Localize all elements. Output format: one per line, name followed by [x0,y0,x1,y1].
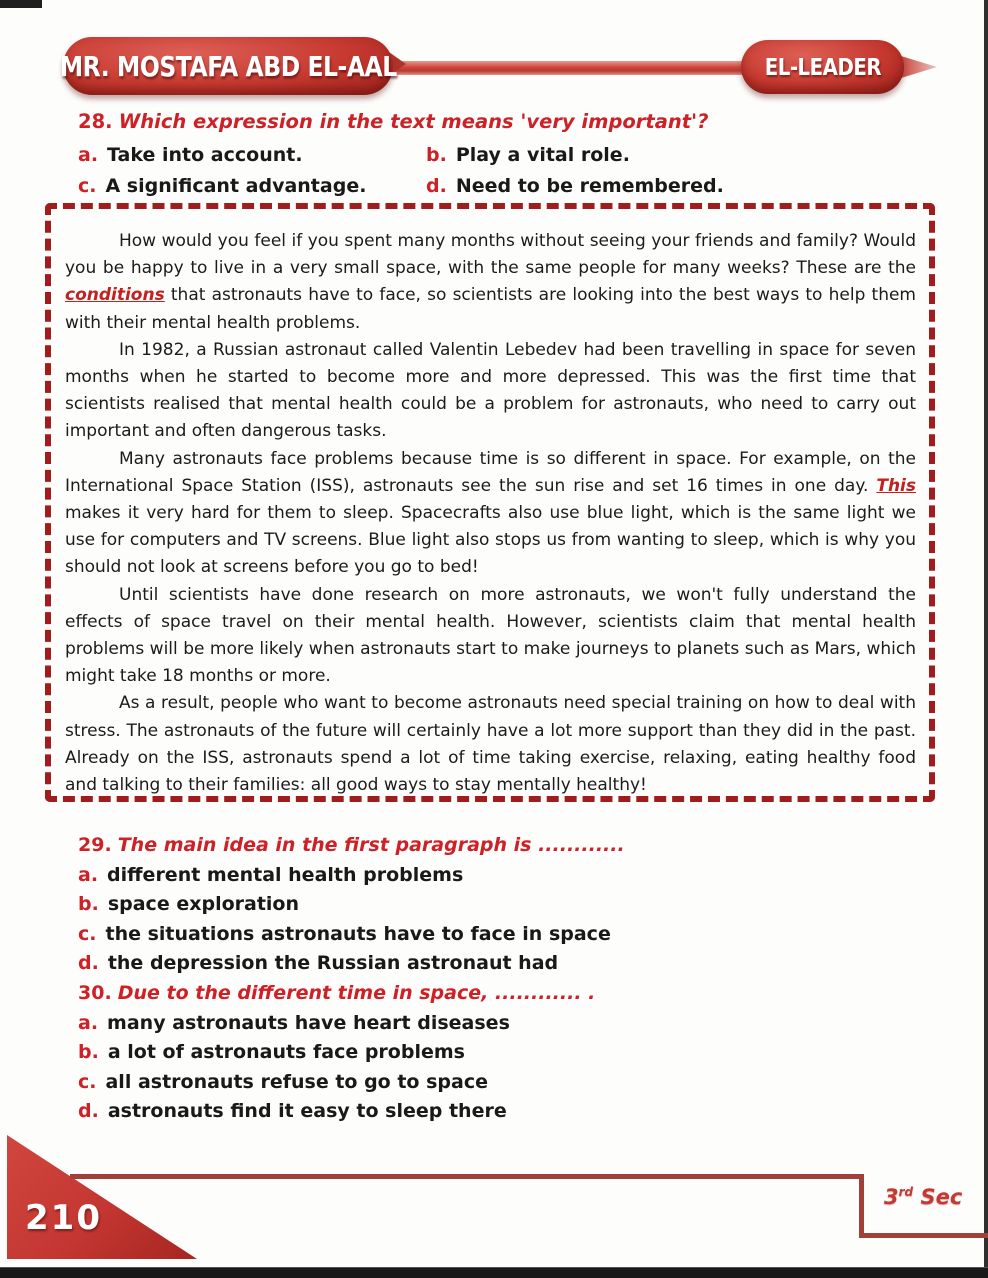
footer-rule-lower [859,1233,988,1238]
paragraph-3-text: Many astronauts face problems because time is so different in space. For example, on the International Space Station (ISS), astronauts see the sun rise and set 16 times in one day. [65,448,916,496]
option-29b [78,890,828,920]
option-29a-text: different mental health problems [107,863,464,886]
banner-right-tail [901,56,937,78]
passage-paragraph-5 [65,690,916,799]
page-right-edge [984,0,988,1277]
scan-edge-mark [0,0,42,8]
option-28a-text: Take into account. [107,144,303,166]
option-28b-letter: b. [426,144,447,166]
option-28c-letter: c. [78,175,97,197]
option-29c-text: the situations astronauts have to face in space [105,922,611,945]
question-29-number: 29. [78,834,112,856]
option-30b [78,1038,828,1068]
option-28a [78,143,426,167]
option-30d-text: astronauts find it easy to sleep there [107,1100,507,1123]
question-28-title [78,109,818,135]
option-30d-letter: d. [78,1100,99,1123]
question-30 [78,979,828,1127]
option-28d-text: Need to be remembered. [455,175,724,197]
teacher-name-label: MR. MOSTAFA ABD EL-AAL [59,49,397,83]
option-30b-letter: b. [78,1041,99,1064]
grade-ordinal-suffix: rd [898,1185,914,1199]
reading-passage-box [45,203,935,802]
question-30-title [78,979,828,1009]
passage-paragraph-4 [65,582,916,691]
option-28a-letter: a. [78,144,99,166]
option-30d [78,1097,828,1127]
question-29 [78,831,828,979]
option-28c-text: A significant advantage. [105,175,367,197]
passage-paragraph-3 [65,446,916,582]
passage-paragraph-2 [65,337,916,446]
paragraph-1-highlight: conditions [65,285,165,306]
paragraph-1-text: How would you feel if you spent many months without seeing your friends and family? Would you be happy to live in a very small space, with the same people for many weeks? These are the [65,231,916,279]
question-29-title [78,831,828,861]
question-30-text: Due to the different time in space, ............ . [117,982,596,1004]
option-29d [78,949,828,979]
option-29b-text: space exploration [107,893,299,916]
question-30-number: 30. [78,982,112,1004]
paragraph-5-text: As a result, people who want to become astronauts need special training on how to deal with stress. The astronauts of the future will certainly have a lot more support than they did in the past. Already on the ISS, astronauts spend a lot of time taking exercise, relaxing, eating healthy food and talking to their families: all good ways to stay mentally healthy! [65,693,916,796]
option-28b-text: Play a vital role. [455,144,630,166]
page-bottom-edge [0,1267,988,1278]
option-30c [78,1068,828,1098]
paragraph-1-text-after: that astronauts have to face, so scientists are looking into the best ways to help them with their mental health problems. [65,285,916,333]
option-30c-letter: c. [78,1070,97,1093]
paragraph-3-highlight: This [876,475,916,496]
option-29d-letter: d. [78,952,99,975]
option-30a-letter: a. [78,1011,99,1034]
question-28-text: Which expression in the text means 'very important'? [118,110,709,133]
passage-paragraph-1 [65,228,916,337]
paragraph-4-text: Until scientists have done research on more astronauts, we won't fully understand the effects of space travel on their mental health. However, scientists claim that mental health problems will be more likely when astronauts start to make journeys to planets such as Mars, which might take 18 months or more. [65,584,916,687]
grade-label [884,1185,962,1209]
question-28-number: 28. [78,110,113,133]
option-29a-letter: a. [78,863,99,886]
question-28-options [78,143,818,198]
paragraph-2-text: In 1982, a Russian astronaut called Valentin Lebedev had been travelling in space for seven months when he started to become more and more depressed. This was the first time that scientists realised that mental health could be a problem for astronauts, who need to carry out important and often dangerous tasks. [65,339,916,442]
option-28b [426,143,818,167]
banner-ribbon [392,61,752,75]
option-29d-text: the depression the Russian astronaut had [107,952,559,975]
brand-badge [741,40,904,94]
grade-number: 3 [884,1185,899,1209]
page-corner-triangle [7,1135,197,1259]
option-28d [426,174,818,198]
grade-word: Sec [913,1185,963,1209]
option-30b-text: a lot of astronauts face problems [107,1041,465,1064]
teacher-name-badge [59,37,397,95]
page-number: 210 [25,1198,102,1238]
brand-label: EL-LEADER [764,53,881,81]
paragraph-3-text-after: makes it very hard for them to sleep. Spacecrafts also use blue light, which is the same light we use for computers and TV screens. Blue light also stops us from wanting to sleep, which is why you should not look at screens before you go to bed! [65,503,916,578]
option-29c [78,920,828,950]
question-28 [78,109,818,198]
option-29b-letter: b. [78,893,99,916]
option-30c-text: all astronauts refuse to go to space [105,1070,488,1093]
option-29a [78,861,828,891]
footer-rule-step [859,1174,864,1238]
option-29c-letter: c. [78,922,97,945]
option-30a [78,1009,828,1039]
option-30a-text: many astronauts have heart diseases [107,1011,510,1034]
option-28c [78,174,426,198]
option-28d-letter: d. [426,175,447,197]
footer-rule-upper [70,1174,864,1179]
question-29-text: The main idea in the first paragraph is ............ [117,834,625,856]
